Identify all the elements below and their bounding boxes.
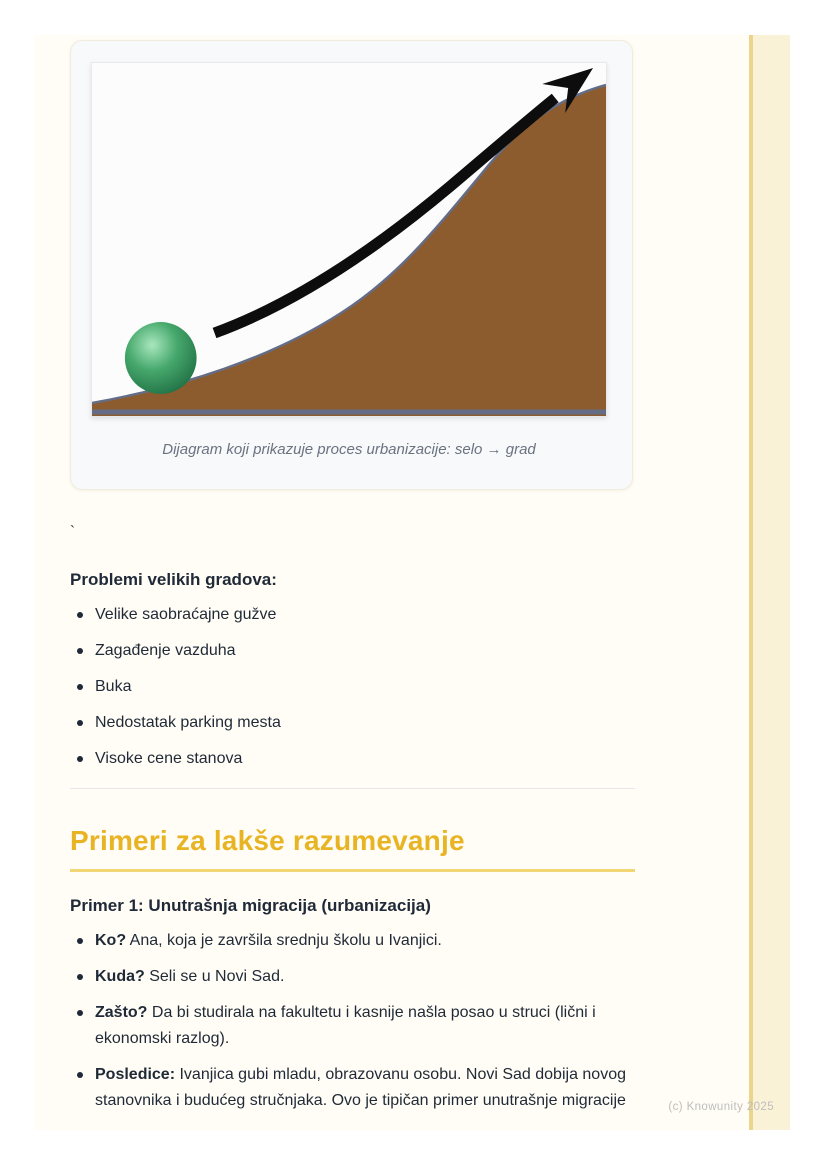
page-accent-strip <box>749 35 790 1130</box>
figure-card <box>70 40 633 490</box>
heading-underline <box>70 869 635 872</box>
urbanization-hill-diagram-icon <box>92 63 606 416</box>
list-item: Zagađenje vazduha <box>70 638 635 664</box>
list-item-text: Ivanjica gubi mladu, obrazovanu osobu. Novi Sad dobija novog stanovnika i budućeg stručnjaka. Ovo je tipičan primer unutrašnje migracije <box>95 1066 626 1109</box>
document-page <box>35 35 790 1130</box>
list-item-label: Kuda? <box>95 968 145 985</box>
list-item: Nedostatak parking mesta <box>70 710 635 736</box>
page-content <box>70 35 635 1124</box>
list-item-text: Seli se u Novi Sad. <box>149 968 285 985</box>
list-item-label: Zašto? <box>95 1004 148 1021</box>
stray-backtick: ` <box>70 523 75 540</box>
list-item: Velike saobraćajne gužve <box>70 602 635 628</box>
list-item-label: Posledice: <box>95 1066 176 1083</box>
list-item-label: Ko? <box>95 932 127 949</box>
examples-section-heading: Primeri za lakše razumevanje <box>70 825 465 856</box>
list-item <box>70 1000 635 1052</box>
list-item <box>70 964 635 990</box>
copyright-watermark: (c) Knowunity 2025 <box>668 1101 774 1113</box>
list-item: Visoke cene stanova <box>70 746 635 772</box>
list-item-text: Ana, koja je završila srednju školu u Ivanjici. <box>129 932 442 949</box>
example-1-subheading: Primer 1: Unutrašnja migracija (urbanizacija) <box>70 896 431 915</box>
problems-list <box>70 602 635 772</box>
urbanization-diagram-image <box>91 62 607 417</box>
section-divider <box>70 788 635 789</box>
list-item-text: Da bi studirala na fakultetu i kasnije našla posao u struci (lični i ekonomski razlog). <box>95 1004 596 1047</box>
figure-caption: Dijagram koji prikazuje proces urbanizacije: selo → grad <box>162 441 536 458</box>
list-item <box>70 928 635 954</box>
example-1-list <box>70 928 635 1114</box>
ball-shape <box>125 322 197 394</box>
problems-heading: Problemi velikih gradova: <box>70 570 277 589</box>
list-item <box>70 1062 635 1114</box>
list-item: Buka <box>70 674 635 700</box>
